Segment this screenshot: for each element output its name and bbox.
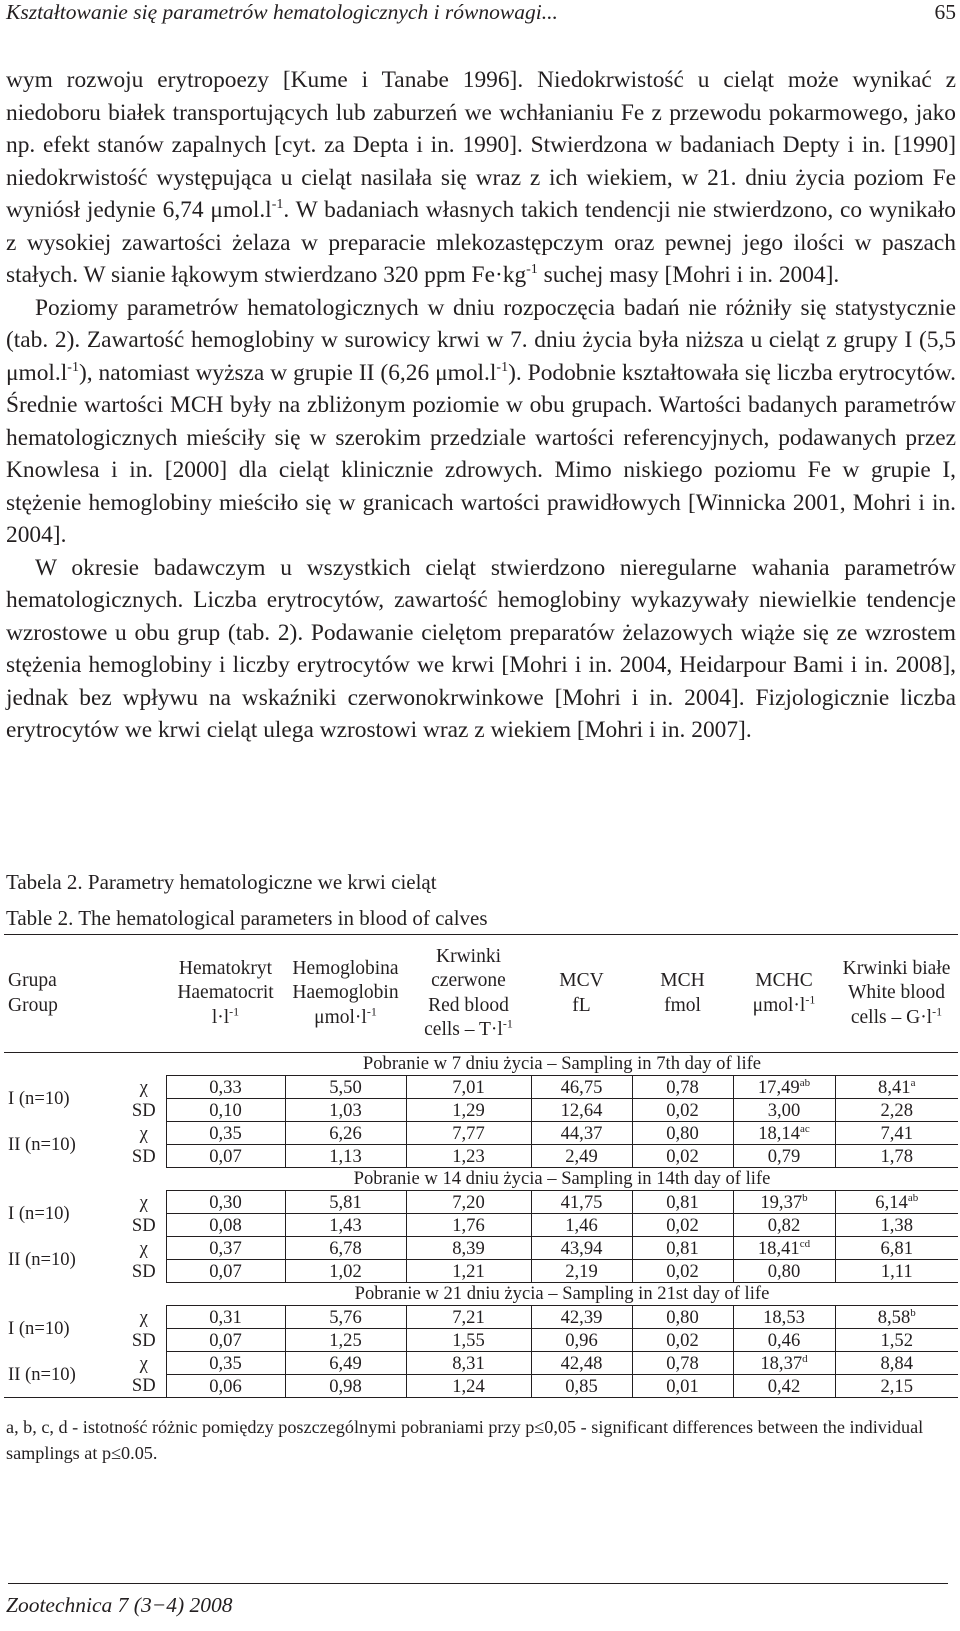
paragraph-2	[6, 292, 956, 552]
header-wbc-l2: White blood	[848, 982, 945, 1004]
header-mchc-unit: μmol·l	[752, 994, 806, 1016]
cell-value: 2,19	[565, 1260, 598, 1282]
value-cell	[632, 1191, 733, 1214]
cell-value: 0,07	[209, 1329, 242, 1351]
section-blank	[122, 1283, 166, 1306]
cell-value: 17,49	[757, 1076, 800, 1098]
section-title: Pobranie w 14 dniu życia – Sampling in 14th day of life	[166, 1168, 958, 1191]
cell-value: 0,78	[666, 1352, 699, 1374]
value-cell	[835, 1099, 958, 1122]
stat-label: SD	[131, 1099, 156, 1121]
value-cell	[166, 1306, 285, 1329]
table-row	[4, 1099, 958, 1122]
value-cell	[531, 1076, 632, 1099]
value-cell	[835, 1191, 958, 1214]
header-hb-sup: -1	[366, 1004, 377, 1019]
value-cell	[406, 1260, 531, 1283]
value-cell	[733, 1306, 835, 1329]
cell-value: 0,10	[209, 1099, 242, 1121]
section-blank	[4, 1168, 122, 1191]
cell-value: 18,53	[763, 1306, 805, 1328]
cell-value: 1,03	[329, 1099, 362, 1121]
cell-value: 1,43	[329, 1214, 362, 1236]
cell-value: 8,39	[452, 1237, 485, 1259]
stat-label: SD	[131, 1375, 156, 1397]
value-cell	[406, 1306, 531, 1329]
value-cell	[406, 1145, 531, 1168]
cell-value: 0,33	[209, 1076, 242, 1098]
section-title: Pobranie w 21 dniu życia – Sampling in 21st day of life	[166, 1283, 958, 1306]
value-cell	[406, 1375, 531, 1398]
cell-value: 0,07	[209, 1145, 242, 1167]
value-cell	[632, 1214, 733, 1237]
header-hb-pl: Hemoglobina	[292, 957, 399, 979]
cell-value: 1,13	[329, 1145, 362, 1167]
value-cell	[835, 1122, 958, 1145]
header-mchc-sup: -1	[805, 992, 816, 1006]
header-wbc-l3: cells – G·l	[850, 1006, 933, 1028]
stat-label: χ	[139, 1237, 148, 1259]
value-cell	[733, 1237, 835, 1260]
cell-value: 41,75	[560, 1191, 603, 1213]
table-row	[4, 1260, 958, 1283]
stat-label: χ	[139, 1352, 148, 1374]
header-mch-l2: fmol	[664, 994, 701, 1016]
value-cell	[166, 1076, 285, 1099]
value-cell	[835, 1145, 958, 1168]
section-blank	[4, 1283, 122, 1306]
header-group-en: Group	[8, 994, 58, 1016]
cell-value: 1,38	[880, 1214, 914, 1236]
cell-value: 42,39	[560, 1306, 603, 1328]
table-row	[4, 1122, 958, 1145]
cell-value: 44,37	[560, 1122, 603, 1144]
value-cell	[632, 1076, 733, 1099]
value-cell	[531, 1099, 632, 1122]
header-rbc-sup: -1	[502, 1016, 513, 1031]
cell-value: 18,37	[760, 1352, 803, 1374]
p1-sup-a: -1	[271, 197, 284, 213]
value-cell	[166, 1099, 285, 1122]
value-cell	[632, 1122, 733, 1145]
value-cell	[733, 1352, 835, 1375]
header-mchc-l1: MCHC	[755, 970, 813, 991]
significance-mark: cd	[799, 1237, 811, 1250]
table-row	[4, 1145, 958, 1168]
value-cell	[406, 1122, 531, 1145]
value-cell	[733, 1260, 835, 1283]
value-cell	[835, 1329, 958, 1352]
header-stat	[122, 935, 166, 1053]
value-cell	[632, 1375, 733, 1398]
cell-value: 0,96	[565, 1329, 598, 1351]
significance-mark: d	[802, 1352, 808, 1365]
value-cell	[531, 1214, 632, 1237]
cell-value: 8,31	[452, 1352, 485, 1374]
cell-value: 6,26	[329, 1122, 362, 1144]
value-cell	[632, 1237, 733, 1260]
table-row	[4, 1306, 958, 1329]
cell-value: 0,08	[209, 1214, 242, 1236]
value-cell	[531, 1260, 632, 1283]
value-cell	[285, 1099, 406, 1122]
value-cell	[733, 1145, 835, 1168]
header-group-pl: Grupa	[8, 970, 57, 991]
cell-value: 5,76	[329, 1306, 362, 1328]
cell-value: 3,00	[767, 1099, 801, 1121]
table-container	[4, 934, 958, 1398]
cell-value: 1,23	[452, 1145, 485, 1167]
value-cell	[285, 1237, 406, 1260]
cell-value: 7,01	[452, 1076, 485, 1098]
cell-value: 0,81	[666, 1191, 699, 1213]
cell-value: 0,98	[329, 1375, 362, 1397]
cell-value: 1,78	[880, 1145, 914, 1167]
value-cell	[632, 1329, 733, 1352]
value-cell	[835, 1076, 958, 1099]
page-header	[6, 0, 956, 34]
group-label: I (n=10)	[8, 1203, 70, 1224]
cell-value: 19,37	[760, 1191, 803, 1213]
group-label: I (n=10)	[8, 1088, 70, 1109]
significance-mark: a	[910, 1076, 916, 1089]
value-cell	[285, 1191, 406, 1214]
cell-value: 0,02	[666, 1214, 699, 1236]
header-mcv-l1: MCV	[559, 970, 604, 991]
value-cell	[531, 1122, 632, 1145]
value-cell	[166, 1191, 285, 1214]
caption-pl: Tabela 2. Parametry hematologiczne we krwi cieląt	[6, 870, 437, 894]
value-cell	[632, 1145, 733, 1168]
cell-value: 42,48	[560, 1352, 603, 1374]
cell-value: 6,49	[329, 1352, 362, 1374]
cell-value: 6,78	[329, 1237, 362, 1259]
value-cell	[166, 1352, 285, 1375]
stat-label: χ	[139, 1191, 148, 1213]
p2-text-b: ), natomiast wyższa w grupie II (6,26 μmol.l	[78, 359, 497, 386]
value-cell	[406, 1099, 531, 1122]
value-cell	[285, 1375, 406, 1398]
cell-value: 1,55	[452, 1329, 485, 1351]
header-mcv-l2: fL	[572, 994, 591, 1016]
group-label: I (n=10)	[8, 1318, 70, 1339]
value-cell	[531, 1237, 632, 1260]
group-label: II (n=10)	[8, 1249, 76, 1270]
cell-value: 12,64	[560, 1099, 603, 1121]
value-cell	[166, 1122, 285, 1145]
value-cell	[285, 1214, 406, 1237]
value-cell	[285, 1329, 406, 1352]
value-cell	[285, 1352, 406, 1375]
cell-value: 0,46	[767, 1329, 801, 1351]
cell-value: 0,78	[666, 1076, 699, 1098]
cell-value: 0,35	[209, 1352, 242, 1374]
header-wbc-l1: Krwinki białe	[842, 957, 951, 979]
cell-value: 1,46	[565, 1214, 598, 1236]
paragraph-1	[6, 64, 956, 292]
cell-value: 46,75	[560, 1076, 603, 1098]
value-cell	[733, 1122, 835, 1145]
header-haemoglobin	[285, 935, 406, 1053]
header-hct-unit: l·l	[211, 1006, 230, 1028]
cell-value: 0,85	[565, 1375, 598, 1397]
value-cell	[406, 1214, 531, 1237]
header-hb-en: Haemoglobin	[292, 982, 399, 1004]
cell-value: 18,41	[757, 1237, 800, 1259]
stat-label: χ	[139, 1076, 148, 1098]
cell-value: 7,20	[452, 1191, 485, 1213]
stat-label: χ	[139, 1122, 148, 1144]
cell-value: 0,31	[209, 1306, 242, 1328]
value-cell	[531, 1191, 632, 1214]
cell-value: 5,50	[329, 1076, 362, 1098]
cell-value: 0,06	[209, 1375, 242, 1397]
header-rbc-l1: Krwinki	[436, 945, 501, 967]
cell-value: 0,80	[666, 1122, 699, 1144]
value-cell	[166, 1375, 285, 1398]
table-row	[4, 1214, 958, 1237]
group-label: II (n=10)	[8, 1363, 76, 1385]
section-title: Pobranie w 7 dniu życia – Sampling in 7th day of life	[166, 1053, 958, 1076]
table-row	[4, 1352, 958, 1375]
table-row	[4, 1237, 958, 1260]
value-cell	[733, 1099, 835, 1122]
cell-value: 0,01	[666, 1375, 699, 1397]
cell-value: 8,84	[880, 1352, 914, 1374]
cell-value: 0,79	[767, 1145, 801, 1167]
cell-value: 0,02	[666, 1099, 699, 1121]
cell-value: 2,49	[565, 1145, 598, 1167]
value-cell	[166, 1214, 285, 1237]
header-mchc	[733, 935, 835, 1053]
body-text	[6, 64, 956, 747]
paragraph-3: W okresie badawczym u wszystkich cieląt stwierdzono nieregularne wahania parametrów hematologicznych. Liczba erytrocytów, zawartość hemoglobiny wykazywały niewielkie tendencje wzrostowe u obu grup (tab. 2). Podawanie cielętom preparatów żelazowych wiąże się ze wzrostem stężenia hemoglobiny i liczby erytrocytów we krwi [Mohri i in. 2004, Heidarpour Bami i in. 2008], jednak bez wpływu na wskaźniki czerwonokrwinkowe [Mohri i in. 2004]. Fizjologicznie liczba erytrocytów we krwi cieląt ulega wzrostowi wraz z wiekiem [Mohri i in. 2007].	[6, 554, 956, 743]
section-blank	[122, 1168, 166, 1191]
cell-value: 0,42	[767, 1375, 801, 1397]
value-cell	[166, 1329, 285, 1352]
significance-mark: ab	[799, 1076, 811, 1089]
cell-value: 8,58	[877, 1306, 911, 1328]
header-hb-unit: μmol·l	[314, 1006, 367, 1028]
cell-value: 0,80	[666, 1306, 699, 1328]
section-row	[4, 1168, 958, 1191]
cell-value: 0,37	[209, 1237, 242, 1259]
value-cell	[733, 1214, 835, 1237]
cell-value: 1,11	[880, 1260, 913, 1282]
value-cell	[166, 1237, 285, 1260]
cell-value: 7,21	[452, 1306, 485, 1328]
p2-text-c: ). Podobnie kształtowała się liczba erytrocytów. Średnie wartości MCH były na zbliżonym poziomie w obu grupach. Wartości badanych parametrów hematologicznych mieściły się w szerokim przedziale wartości referencyjnych, podawanych przez Knowlesa i in. [2000] dla cieląt klinicznie zdrowych. Mimo niskiego poziomu Fe w grupie I, stężenie hemoglobiny mieściło się w granicach wartości prawidłowych [Winnicka 2001, Mohri i in. 2004].	[6, 359, 957, 548]
significance-mark: ab	[907, 1191, 919, 1204]
cell-value: 6,14	[875, 1191, 908, 1213]
cell-value: 1,02	[329, 1260, 362, 1282]
value-cell	[531, 1306, 632, 1329]
value-cell	[406, 1352, 531, 1375]
header-mcv	[531, 935, 632, 1053]
header-group	[4, 935, 122, 1053]
header-rbc	[406, 935, 531, 1053]
header-wbc	[835, 935, 958, 1053]
p2-sup-b: -1	[496, 359, 509, 375]
value-cell	[733, 1375, 835, 1398]
cell-value: 18,14	[758, 1122, 801, 1144]
header-hct-pl: Hematokryt	[178, 957, 273, 979]
value-cell	[531, 1145, 632, 1168]
value-cell	[733, 1329, 835, 1352]
journal-footer: Zootechnica 7 (3−4) 2008	[6, 1593, 233, 1617]
header-mch	[632, 935, 733, 1053]
caption-en: Table 2. The hematological parameters in blood of calves	[6, 906, 488, 930]
value-cell	[733, 1076, 835, 1099]
running-title: Kształtowanie się parametrów hematologicznych i równowagi...	[6, 0, 558, 24]
table-row	[4, 1375, 958, 1398]
cell-value: 0,02	[666, 1145, 699, 1167]
hematology-table	[4, 934, 958, 1398]
stat-label: SD	[131, 1329, 156, 1351]
section-blank	[122, 1053, 166, 1076]
cell-value: 8,41	[878, 1076, 911, 1098]
stat-label: SD	[131, 1145, 156, 1167]
table-row	[4, 1329, 958, 1352]
value-cell	[406, 1237, 531, 1260]
value-cell	[406, 1329, 531, 1352]
cell-value: 1,76	[452, 1214, 485, 1236]
section-row	[4, 1053, 958, 1076]
value-cell	[285, 1145, 406, 1168]
cell-value: 2,15	[880, 1375, 914, 1397]
cell-value: 1,25	[329, 1329, 362, 1351]
stat-label: SD	[131, 1260, 156, 1282]
stat-label: χ	[139, 1306, 148, 1328]
cell-value: 1,21	[452, 1260, 485, 1282]
cell-value: 43,94	[560, 1237, 603, 1259]
cell-value: 0,30	[209, 1191, 242, 1213]
p1-text-b: . W badaniach własnych takich tendencji nie stwierdzono, co wynikało z wysokiej zawartości żelaza w preparacie mlekozastępczym oraz pewnej jego ilości w paszach stałych. W sianie łąkowym stwierdzano 320 ppm Fe·kg	[6, 197, 956, 288]
cell-value: 0,82	[767, 1214, 801, 1236]
header-hct-sup: -1	[229, 1004, 240, 1019]
header-rbc-l4: cells – T·l	[424, 1019, 503, 1040]
p1-text-c: suchej masy [Mohri i in. 2004].	[537, 262, 840, 288]
value-cell	[531, 1329, 632, 1352]
value-cell	[835, 1237, 958, 1260]
header-wbc-sup: -1	[932, 1004, 943, 1019]
header-rbc-l2: czerwone	[431, 970, 506, 991]
value-cell	[406, 1076, 531, 1099]
table-row	[4, 1191, 958, 1214]
cell-value: 0,35	[209, 1122, 242, 1144]
cell-value: 1,24	[452, 1375, 485, 1397]
footer-divider	[8, 1583, 948, 1584]
cell-value: 1,29	[452, 1099, 485, 1121]
cell-value: 0,80	[767, 1260, 801, 1282]
table-header	[4, 935, 958, 1053]
cell-value: 5,81	[329, 1191, 362, 1213]
cell-value: 0,02	[666, 1260, 699, 1282]
header-rbc-l3: Red blood	[428, 994, 509, 1016]
value-cell	[835, 1260, 958, 1283]
group-label: II (n=10)	[8, 1134, 76, 1155]
value-cell	[531, 1375, 632, 1398]
value-cell	[733, 1191, 835, 1214]
value-cell	[632, 1352, 733, 1375]
cell-value: 7,41	[880, 1122, 914, 1144]
section-blank	[4, 1053, 122, 1076]
table-body	[4, 1053, 958, 1398]
table-footnote: a, b, c, d - istotność różnic pomiędzy poszczególnymi pobraniami przy p≤0,05 - significant differences between the individual samplings at p≤0.05.	[6, 1417, 924, 1463]
value-cell	[406, 1191, 531, 1214]
cell-value: 1,52	[880, 1329, 914, 1351]
header-hct-en: Haematocrit	[177, 982, 274, 1004]
page-number: 65	[934, 0, 956, 24]
p1-text-a: wym rozwoju erytropoezy [Kume i Tanabe 1996]. Niedokrwistość u cieląt może wynikać z niedoboru białek transportujących lub zaburzeń we wchłanianiu Fe z przewodu pokarmowego, jako np. efekt stanów zapalnych [cyt. za Depta i in. 1990]. Stwierdzona w badaniach Depty i in. [1990] niedokrwistość występująca u cieląt nasilała się wraz z ich wiekiem, w 21. dniu życia poziom Fe wyniósł jedynie 6,74 μmol.l	[6, 67, 956, 223]
significance-mark: ac	[800, 1122, 810, 1135]
value-cell	[285, 1076, 406, 1099]
p2-text-a: Poziomy parametrów hematologicznych w dniu rozpoczęcia badań nie różniły się statystycznie (tab. 2). Zawartość hemoglobiny w surowicy krwi w 7. dniu życia była niższa u cieląt z grupy I (5,5 μmol.l	[6, 294, 956, 386]
significance-mark: b	[910, 1306, 916, 1319]
p2-sup-a: -1	[67, 359, 79, 375]
value-cell	[835, 1352, 958, 1375]
stat-label: SD	[131, 1214, 156, 1236]
value-cell	[285, 1122, 406, 1145]
cell-value: 6,81	[880, 1237, 914, 1259]
cell-value: 2,28	[880, 1099, 914, 1121]
p1-sup-b: -1	[526, 262, 538, 278]
table-row	[4, 1076, 958, 1099]
value-cell	[166, 1145, 285, 1168]
cell-value: 0,07	[209, 1260, 242, 1282]
section-row	[4, 1283, 958, 1306]
header-mch-l1: MCH	[660, 970, 705, 991]
header-haematocrit	[166, 935, 285, 1053]
value-cell	[285, 1260, 406, 1283]
cell-value: 7,77	[452, 1122, 485, 1144]
table-captions	[6, 864, 956, 936]
value-cell	[835, 1306, 958, 1329]
value-cell	[285, 1306, 406, 1329]
significance-mark: b	[802, 1191, 808, 1204]
value-cell	[835, 1214, 958, 1237]
cell-value: 0,81	[666, 1237, 699, 1259]
value-cell	[632, 1260, 733, 1283]
value-cell	[531, 1352, 632, 1375]
value-cell	[166, 1260, 285, 1283]
cell-value: 0,02	[666, 1329, 699, 1351]
value-cell	[632, 1099, 733, 1122]
value-cell	[632, 1306, 733, 1329]
value-cell	[835, 1375, 958, 1398]
